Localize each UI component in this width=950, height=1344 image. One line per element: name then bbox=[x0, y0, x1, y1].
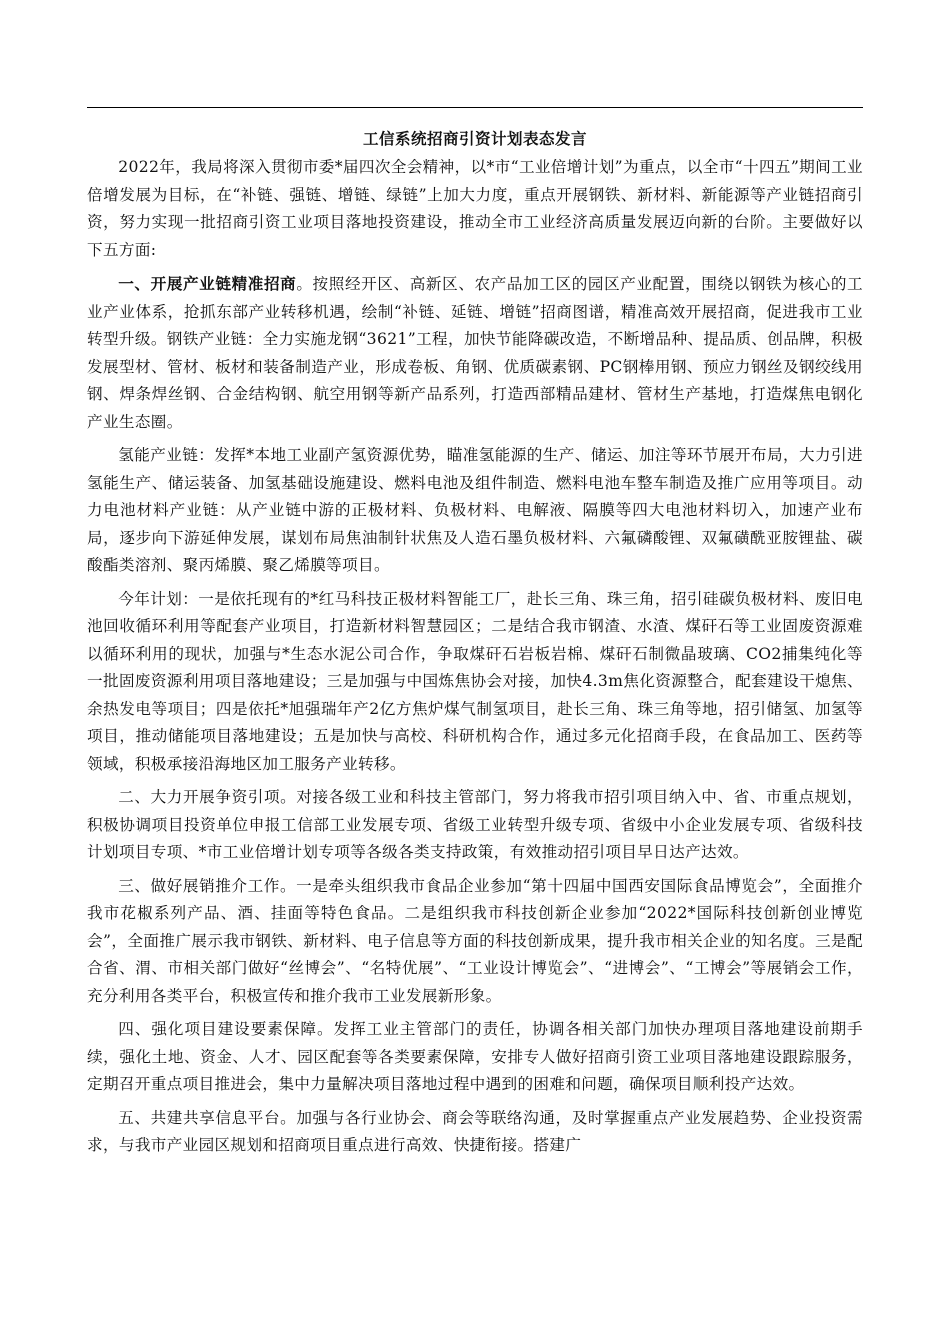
section-2-paragraph: 二、大力开展争资引项。对接各级工业和科技主管部门，努力将我市招引项目纳入中、省、市重点规划，积极协调项目投资单位申报工信部工业发展专项、省级工业转型升级专项、省级中小企业发展专项、省级科技计划项目专项、*市工业倍增计划专项等各级各类支持政策，有效推动招引项目早日达产达效。 bbox=[87, 788, 863, 861]
annual-plan-paragraph: 今年计划：一是依托现有的*红马科技正极材料智能工厂，赴长三角、珠三角，招引硅碳负极材料、废旧电池回收循环利用等配套产业项目，打造新材料智慧园区；二是结合我市钢渣、水渣、煤矸石等工业固废资源难以循环利用的现状，加强与*生态水泥公司合作，争取煤矸石岩板岩棉、煤矸石制微晶玻璃、CO2捕集纯化等一批固废资源利用项目落地建设；三是加强与中国炼焦协会对接，加快4.3m焦化资源整合，配套建设干熄焦、余热发电等项目；四是依托*旭强瑞年产2亿方焦炉煤气制氢项目，赴长三角、珠三角等地，招引储氢、加氢等项目，推动储能项目落地建设；五是加快与高校、科研机构合作，通过多元化招商手段，在食品加工、医药等领域，积极承接沿海地区加工服务产业转移。 bbox=[87, 589, 863, 773]
section-1-heading: 一、开展产业链精准招商 bbox=[118, 274, 297, 293]
section-3-paragraph: 三、做好展销推介工作。一是牵头组织我市食品企业参加“第十四届中国西安国际食品博览会”，全面推介我市花椒系列产品、酒、挂面等特色食品。二是组织我市科技创新企业参加“2022*国际科技创新创业博览会”，全面推广展示我市钢铁、新材料、电子信息等方面的科技创新成果，提升我市相关企业的知名度。三是配合省、渭、市相关部门做好“丝博会”、“名特优展”、“工业设计博览会”、“进博会”、“工博会”等展销会工作，充分利用各类平台，积极宣传和推介我市工业发展新形象。 bbox=[87, 876, 863, 1005]
section-4-paragraph: 四、强化项目建设要素保障。发挥工业主管部门的责任，协调各相关部门加快办理项目落地建设前期手续，强化土地、资金、人才、园区配套等各类要素保障，安排专人做好招商引资工业项目落地建设跟踪服务，定期召开重点项目推进会，集中力量解决项目落地过程中遇到的困难和问题，确保项目顺利投产达效。 bbox=[87, 1020, 863, 1093]
intro-paragraph: 2022年，我局将深入贯彻市委*届四次全会精神，以*市“工业倍增计划”为重点，以全市“十四五”期间工业倍增发展为目标，在“补链、强链、增链、绿链”上加大力度，重点开展钢铁、新材料、新能源等产业链招商引资，努力实现一批招商引资工业项目落地投资建设，推动全市工业经济高质量发展迈向新的台阶。主要做好以下五方面: bbox=[87, 158, 863, 259]
section-1-paragraph bbox=[87, 270, 863, 436]
hydrogen-chain-paragraph: 氢能产业链：发挥*本地工业副产氢资源优势，瞄准氢能源的生产、储运、加注等环节展开布局，大力引进氢能生产、储运装备、加氢基础设施建设、燃料电池及组件制造、燃料电池车整车制造及推广应用等项目。动力电池材料产业链：从产业链中游的正极材料、负极材料、电解液、隔膜等四大电池材料切入，加速产业布局，逐步向下游延伸发展，谋划布局焦油制针状焦及人造石墨负极材料、六氟磷酸锂、双氟磺酰亚胺锂盐、碳酸酯类溶剂、聚丙烯膜、聚乙烯膜等项目。 bbox=[87, 446, 863, 574]
section-1-body: 。按照经开区、高新区、农产品加工区的园区产业配置，围绕以钢铁为核心的工业产业体系，抢抓东部产业转移机遇，绘制“补链、延链、增链”招商图谱，精准高效开展招商，促进我市工业转型升级。钢铁产业链：全力实施龙钢“3621”工程，加快节能降碳改造，不断增品种、提品质、创品牌，积极发展型材、管材、板材和装备制造产业，形成卷板、角钢、优质碳素钢、PC钢棒用钢、预应力钢丝及钢绞线用钢、焊条焊丝钢、合金结构钢、航空用钢等新产品系列，打造西部精品建材、管材生产基地，打造煤焦电钢化产业生态圈。 bbox=[87, 275, 863, 431]
section-5-paragraph: 五、共建共享信息平台。加强与各行业协会、商会等联络沟通，及时掌握重点产业发展趋势、企业投资需求，与我市产业园区规划和招商项目重点进行高效、快捷衔接。搭建广 bbox=[87, 1108, 863, 1154]
header-rule bbox=[87, 107, 863, 108]
document-title: 工信系统招商引资计划表态发言 bbox=[362, 129, 587, 148]
document-body bbox=[87, 154, 863, 1166]
